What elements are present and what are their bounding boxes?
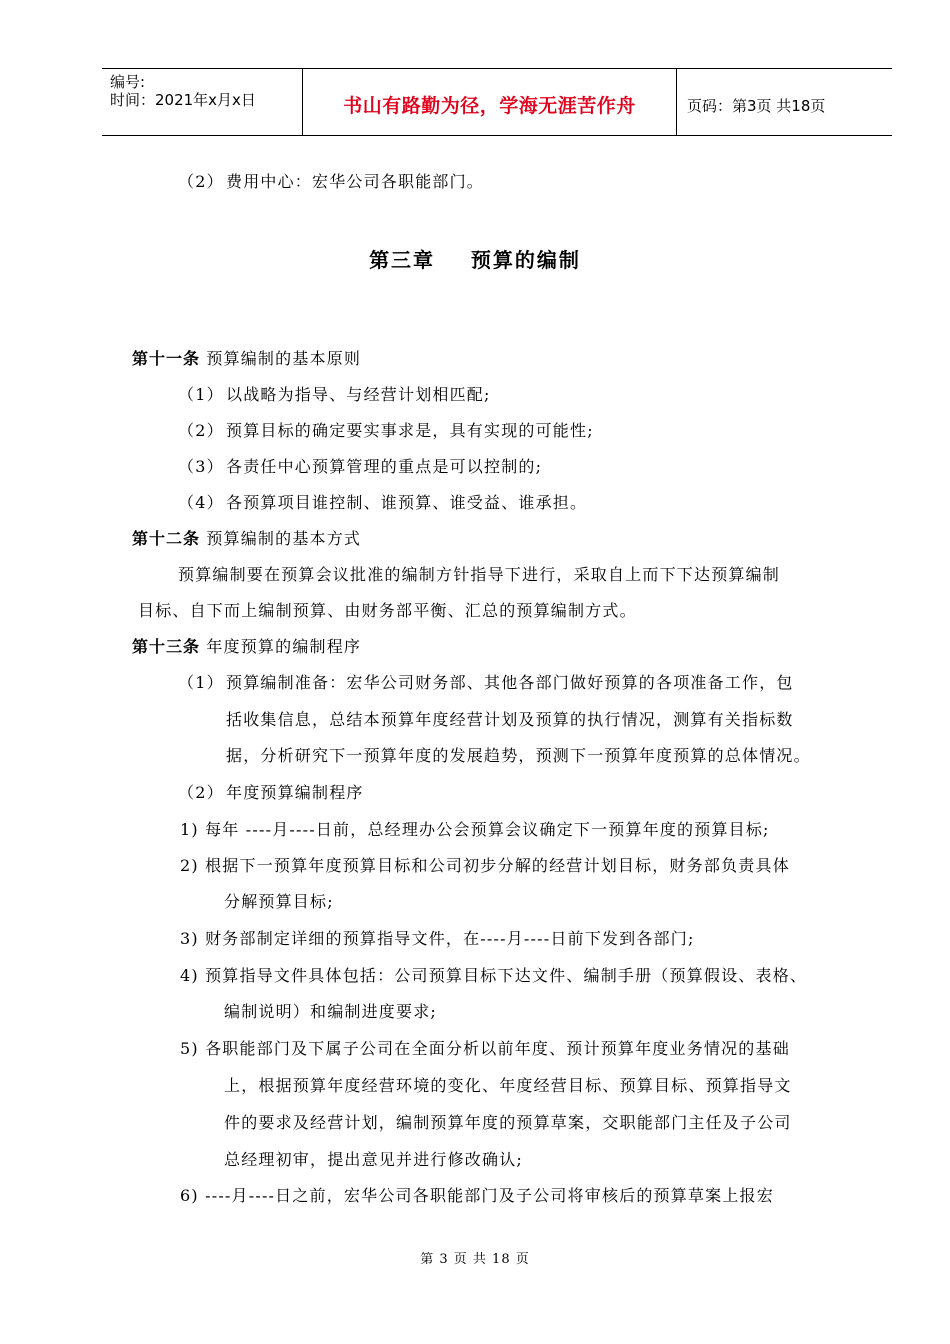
item-number: （1） xyxy=(178,673,224,692)
article-title: 年度预算的编制程序 xyxy=(206,637,362,656)
article-title: 预算编制的基本原则 xyxy=(206,349,362,368)
article-number: 第十二条 xyxy=(132,529,201,548)
article-title: 预算编制的基本方式 xyxy=(206,529,362,548)
list-item xyxy=(178,783,364,803)
list-item xyxy=(178,421,594,441)
step-line: 上，根据预算年度经营环境的变化、年度经营目标、预算目标、预算指导文 xyxy=(224,1076,792,1095)
header-page-cell xyxy=(677,69,892,135)
item-number: （4） xyxy=(178,493,224,512)
header-page-label: 页码：第3页 共18页 xyxy=(687,97,826,115)
step-line: 6) ----月----日之前，宏华公司各职能部门及子公司将审核后的预算草案上报宏 xyxy=(180,1186,774,1205)
step-line: 总经理初审，提出意见并进行修改确认; xyxy=(224,1150,523,1169)
item-text: 费用中心：宏华公司各职能部门。 xyxy=(226,172,485,191)
item-text: 各预算项目谁控制、谁预算、谁受益、谁承担。 xyxy=(226,493,588,512)
paragraph-line: 括收集信息，总结本预算年度经营计划及预算的执行情况，测算有关指标数 xyxy=(226,710,794,729)
article-13-heading xyxy=(132,637,361,657)
header-left-cell xyxy=(102,69,302,135)
item-number: （3） xyxy=(178,457,224,476)
step-line: 2) 根据下一预算年度预算目标和公司初步分解的经营计划目标，财务部负责具体 xyxy=(180,856,790,875)
step-line: 3) 财务部制定详细的预算指导文件，在----月----日前下发到各部门; xyxy=(180,929,695,948)
step-line: 1) 每年 ----月----日前，总经理办公会预算会议确定下一预算年度的预算目标; xyxy=(180,820,770,839)
header-motto: 书山有路勤为径，学海无涯苦作舟 xyxy=(343,95,636,117)
step-line: 5) 各职能部门及下属子公司在全面分析以前年度、预计预算年度业务情况的基础 xyxy=(180,1039,790,1058)
step-line: 分解预算目标; xyxy=(224,892,334,911)
paragraph-line: 预算编制要在预算会议批准的编制方针指导下进行，采取自上而下下达预算编制 xyxy=(178,565,781,584)
item-number: （2） xyxy=(178,172,224,191)
item-text: 各责任中心预算管理的重点是可以控制的; xyxy=(226,457,543,476)
item-text: 预算目标的确定要实事求是，具有实现的可能性; xyxy=(226,421,594,440)
chapter-title: 第三章 预算的编制 xyxy=(369,248,581,272)
step-line: 4) 预算指导文件具体包括：公司预算目标下达文件、编制手册（预算假设、表格、 xyxy=(180,966,808,985)
list-item xyxy=(178,457,542,477)
list-item xyxy=(178,493,587,513)
cost-center-line xyxy=(178,172,484,192)
paragraph-line: 目标、自下而上编制预算、由财务部平衡、汇总的预算编制方式。 xyxy=(138,601,637,620)
step-line: 编制说明）和编制进度要求; xyxy=(224,1002,437,1021)
item-number: （2） xyxy=(178,783,224,802)
article-number: 第十三条 xyxy=(132,637,201,656)
date-label: 时间：2021年x月x日 xyxy=(110,91,256,109)
paragraph-line: 据，分析研究下一预算年度的发展趋势，预测下一预算年度预算的总体情况。 xyxy=(226,746,811,765)
list-item xyxy=(178,385,491,405)
article-12-heading xyxy=(132,529,361,549)
item-text: 年度预算编制程序 xyxy=(226,783,364,802)
list-item xyxy=(178,673,794,693)
step-line: 件的要求及经营计划，编制预算年度的预算草案，交职能部门主任及子公司 xyxy=(224,1113,792,1132)
page-header xyxy=(102,68,892,136)
page-footer: 第 3 页 共 18 页 xyxy=(420,1252,530,1267)
doc-number-label: 编号: xyxy=(110,73,146,91)
item-text: 以战略为指导、与经营计划相匹配; xyxy=(226,385,491,404)
item-number: （2） xyxy=(178,421,224,440)
article-11-heading xyxy=(132,349,361,369)
item-text: 预算编制准备：宏华公司财务部、其他各部门做好预算的各项准备工作，包 xyxy=(226,673,794,692)
item-number: （1） xyxy=(178,385,224,404)
article-number: 第十一条 xyxy=(132,349,201,368)
header-motto-cell xyxy=(302,69,677,135)
